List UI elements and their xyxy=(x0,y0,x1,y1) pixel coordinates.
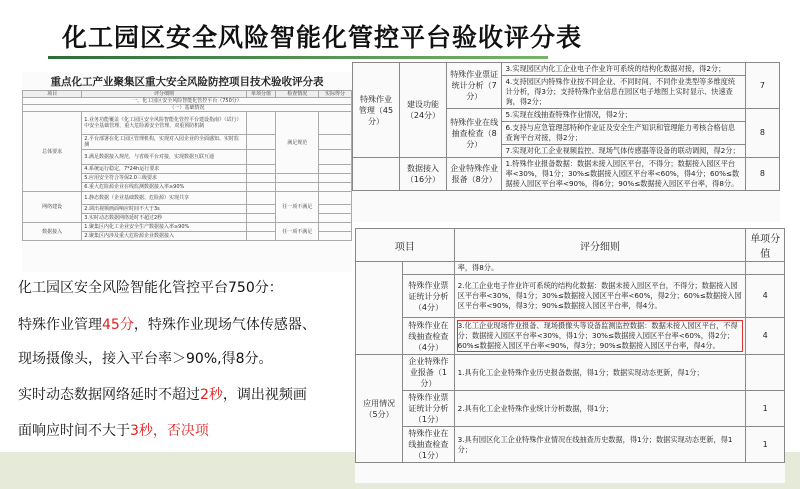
r2-sub xyxy=(356,262,403,355)
r1-score: 8 xyxy=(745,158,779,191)
table-row xyxy=(356,355,785,391)
left-doc-title: 重点化工产业聚集区重大安全风险防控项目技术验收评分表 xyxy=(50,76,324,88)
left-doc-text: 2.聚集区内涉及重大危险源企业数据接入 xyxy=(82,232,247,241)
r2-score: 1 xyxy=(746,391,785,427)
r1-sub: 数据接入（16分） xyxy=(399,158,446,191)
summary-line-2 xyxy=(18,314,316,334)
summary-text: ，调出视频画 xyxy=(222,387,307,403)
r2-score xyxy=(746,355,785,391)
r2-cat: 特殊作业在线抽查检查（1分） xyxy=(403,427,454,463)
r2-sub: 应用情况（5分） xyxy=(356,355,403,463)
r1-text: 5.实现在线抽查特殊作业情况，得2分； xyxy=(502,109,745,122)
r2-cat xyxy=(403,262,454,275)
summary-line-5 xyxy=(18,420,209,440)
left-doc-cat: 数据接入 xyxy=(23,223,82,241)
right-bottom-table xyxy=(355,228,785,463)
r2-text: 2.具有化工企业特殊作业统计分析数据，得1分； xyxy=(454,391,746,427)
right-top-table xyxy=(352,62,780,191)
left-doc-check: 任一项不满足 xyxy=(276,223,319,241)
left-doc-subsection: （一）基础情况 xyxy=(23,105,352,112)
left-doc-cat: 总体要求 xyxy=(23,112,82,192)
title-underline xyxy=(48,56,548,59)
table-row xyxy=(356,318,785,355)
right-bottom-scanned-document xyxy=(355,228,785,483)
r1-cat: 特殊作业在线抽查检查（8分） xyxy=(446,109,502,158)
summary-text: 特殊作业管理 xyxy=(18,317,102,333)
r1-text: 4.支持园区内特殊作业按不同企业、不同时间、不同作业类型等多维度统计分析，得3分；支持特殊作业信息在园区电子地图上实时显示、快速查询，得2分； xyxy=(502,76,745,109)
summary-highlight: 3秒，否决项 xyxy=(130,423,209,439)
table-row xyxy=(356,391,785,427)
r2-header: 单项分值 xyxy=(746,229,785,262)
summary-line-3: 现场摄像头，接入平台率＞90%,得8分。 xyxy=(18,351,273,367)
left-doc-table xyxy=(22,90,352,241)
r2-cat: 特殊作业在线抽查检查（4分） xyxy=(403,318,454,355)
table-row xyxy=(23,192,352,205)
left-doc-text: 3.实时动态数据网络延时不超过2秒 xyxy=(82,214,247,223)
r1-text: 6.支持与应急管理部特种作业证及安全生产知识和管理能力考核合格信息查询平台对接，得2分； xyxy=(502,122,745,145)
table-row xyxy=(356,427,785,463)
left-doc-text: 6.重大危险源企业在线监测数据接入率≥90% xyxy=(82,183,247,192)
left-doc-header-row xyxy=(23,91,352,98)
left-doc-section-row xyxy=(23,98,352,105)
left-doc-text: 1.业务功能覆盖《化工园区安全风险智能化管控平台建设指南》（试行）中安全基础管理、重大危险源安全管理、双重预防机制 xyxy=(82,112,247,135)
left-doc-header: 实际得分 xyxy=(319,91,352,98)
r1-group: 特殊作业管理（45分） xyxy=(353,63,400,158)
left-doc-cat: 网络建设 xyxy=(23,192,82,223)
table-row xyxy=(23,112,352,135)
r1-score: 8 xyxy=(745,109,779,158)
table-row xyxy=(353,158,780,191)
summary-text: 面响应时间不大于 xyxy=(18,423,130,439)
r1-group xyxy=(353,158,400,191)
r2-score: 4 xyxy=(746,318,785,355)
r2-score: 1 xyxy=(746,427,785,463)
left-doc-header: 评分细则 xyxy=(82,91,247,98)
r2-text-highlighted xyxy=(454,318,746,355)
left-doc-check: 满足规范 xyxy=(276,112,319,174)
table-row xyxy=(353,63,780,76)
r2-text: 2.化工企业电子作业许可系统的结构化数据：数据未接入园区平台，不得分；数据接入园区平台率<30%，得1分；30%≤数据接入园区平台率<60%，得2分；60%≤数据接入园区平台率<90%，得3分；90%≤数据接入园区平台率，得4分。 xyxy=(454,275,746,318)
summary-text: 实时动态数据网络延时不超过 xyxy=(18,387,200,403)
table-row xyxy=(356,262,785,275)
left-doc-text: 1.静态数据（企业基础数据、危险源）实现共享 xyxy=(82,192,247,205)
slide-title: 化工园区安全风险智能化管控平台验收评分表 xyxy=(62,23,583,52)
summary-highlight: 45分 xyxy=(102,317,134,333)
summary-line-4 xyxy=(18,384,307,404)
r2-text: 率，得8分。 xyxy=(454,262,746,275)
left-doc-check: 任一项不满足 xyxy=(276,192,319,223)
left-doc-text: 4.系统运行稳定，7*24h运行要求 xyxy=(82,165,247,174)
right-top-scanned-document xyxy=(352,62,780,222)
r2-cat: 企业特殊作业报备（1分） xyxy=(403,355,454,391)
left-doc-text: 2.调出视频画面响应时间不大于3s xyxy=(82,205,247,214)
r1-cat: 企业特殊作业报备（8分） xyxy=(446,158,502,191)
r2-header: 项目 xyxy=(356,229,455,262)
left-scanned-document xyxy=(22,72,352,277)
r1-text: 7.实现对化工企业视频监控、现场气体传感器等设备的联动调阅，得2分； xyxy=(502,145,745,158)
summary-text: ，特殊作业现场气体传感器、 xyxy=(133,317,316,333)
r1-score: 7 xyxy=(745,63,779,109)
left-doc-text: 3.满足数据接入规范，与省级平台对接，实现数据互联互通 xyxy=(82,150,247,165)
summary-text-panel xyxy=(0,272,355,452)
left-doc-header: 检查情况 xyxy=(276,91,319,98)
summary-highlight: 2秒 xyxy=(200,387,223,403)
r1-sub: 建设功能（24分） xyxy=(399,63,446,158)
r2-header: 评分细则 xyxy=(454,229,746,262)
summary-line-1: 化工园区安全风险智能化管控平台750分： xyxy=(18,280,283,296)
r2-cat: 特殊作业票证统计分析（1分） xyxy=(403,391,454,427)
left-doc-text: 5.应用安全符合等保2.0三级要求 xyxy=(82,174,247,183)
r1-text: 1.特殊作业报备数据：数据未接入园区平台，不得分；数据接入园区平台率<30%，得1分；30%≤数据接入园区平台率<60%，得4分；60%≤数据接入园区平台率<90%，得6分；90%≤数据接入园区平台率，得8分。 xyxy=(502,158,745,191)
r2-text: 1.具有化工企业特殊作业历史报备数据，得1分；数据实现动态更新，得1分； xyxy=(454,355,746,391)
highlight-box: 3.化工企业现场作业报备、现场摄像头等设备监测监控数据：数据未接入园区平台，不得分；数据接入园区平台率<30%，得1分；30%≤数据接入园区平台率<60%，得2分；60%≤数据接入园区平台率<90%，得3分；90%≤数据接入园区平台率，得4分。 xyxy=(457,320,744,352)
left-doc-text: 1.聚集区内化工企业安全生产数据接入率≥90% xyxy=(82,223,247,232)
left-doc-subsection-row xyxy=(23,105,352,112)
right-bottom-header-row xyxy=(356,229,785,262)
left-doc-text: 2.平台部署在化工园区管理机构，实现对入园企业的全面感知、实时监测 xyxy=(82,135,247,150)
left-doc-header: 单项分值 xyxy=(246,91,276,98)
r2-score xyxy=(746,262,785,275)
r2-cat: 特殊作业票证统计分析（4分） xyxy=(403,275,454,318)
r1-cat: 特殊作业票证统计分析（7分） xyxy=(446,63,502,109)
table-row xyxy=(23,223,352,232)
table-row xyxy=(356,275,785,318)
r2-score: 4 xyxy=(746,275,785,318)
left-doc-header: 项目 xyxy=(23,91,82,98)
left-doc-section: 一、化工园区安全风险智能化管控平台（750分） xyxy=(23,98,352,105)
r2-text: 3.具有园区化工企业特殊作业情况在线抽查历史数据，得1分；数据实现动态更新，得1分； xyxy=(454,427,746,463)
r1-text: 3.实现园区内化工企业电子作业许可系统的结构化数据对接，得2分； xyxy=(502,63,745,76)
